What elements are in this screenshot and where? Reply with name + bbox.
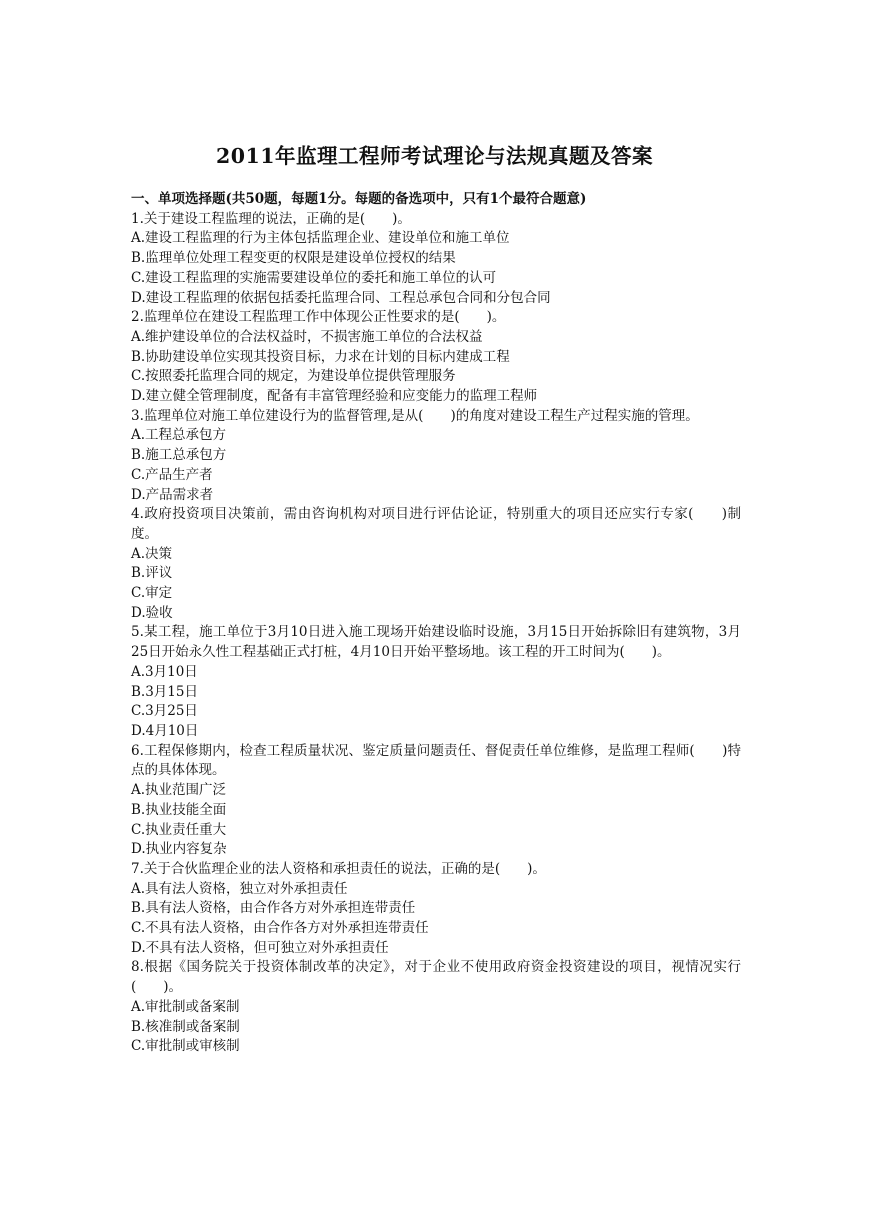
option-b: B.施工总承包方	[131, 447, 227, 464]
question-5	[131, 623, 741, 741]
option-c: C.产品生产者	[131, 466, 213, 483]
question-stem: 6.工程保修期内，检查工程质量状况、鉴定质量问题责任、督促责任单位维修，是监理工程师( )特点的具体体现。	[131, 742, 741, 779]
option-c: C.建设工程监理的实施需要建设单位的委托和施工单位的认可	[131, 269, 497, 286]
option-b: B.3月15日	[131, 683, 198, 700]
option-a: A.3月10日	[131, 663, 198, 680]
document-title: 2011年监理工程师考试理论与法规真题及答案	[215, 144, 654, 168]
question-8	[131, 958, 741, 1057]
option-a: A.决策	[131, 545, 173, 562]
option-c: C.不具有法人资格，由合作各方对外承担连带责任	[131, 920, 429, 937]
option-d: D.执业内容复杂	[131, 841, 227, 858]
option-a: A.维护建设单位的合法权益时，不损害施工单位的合法权益	[131, 328, 483, 345]
option-d: D.建设工程监理的依据包括委托监理合同、工程总承包合同和分包合同	[131, 289, 551, 306]
question-6	[131, 742, 741, 860]
option-b: B.监理单位处理工程变更的权限是建设单位授权的结果	[131, 250, 456, 267]
question-3	[131, 407, 741, 506]
option-a: A.执业范围广泛	[131, 782, 227, 799]
option-d: D.产品需求者	[131, 486, 214, 503]
option-d: D.4月10日	[131, 722, 199, 739]
question-stem: 2.监理单位在建设工程监理工作中体现公正性要求的是( )。	[131, 309, 506, 326]
question-stem: 4.政府投资项目决策前，需由咨询机构对项目进行评估论证，特别重大的项目还应实行专家( )制度。	[131, 506, 741, 542]
question-stem: 3.监理单位对施工单位建设行为的监督管理,是从( )的角度对建设工程生产过程实施的管理。	[131, 407, 699, 424]
question-4	[131, 505, 741, 623]
question-stem: 1.关于建设工程监理的说法，正确的是( )。	[131, 210, 411, 227]
option-b: B.协助建设单位实现其投资目标，力求在计划的目标内建成工程	[131, 348, 510, 365]
document-content	[131, 190, 741, 1057]
option-c: C.执业责任重大	[131, 821, 227, 838]
option-b: B.评议	[131, 565, 173, 582]
option-c: C.审定	[131, 585, 173, 602]
question-stem: 7.关于合伙监理企业的法人资格和承担责任的说法，正确的是( )。	[131, 860, 546, 877]
section-heading: 一、单项选择题(共50题，每题1分。每题的备选项中，只有1个最符合题意)	[131, 191, 587, 207]
option-c: C.按照委托监理合同的规定，为建设单位提供管理服务	[131, 368, 456, 385]
question-stem: 5.某工程，施工单位于3月10日进入施工现场开始建设临时设施，3月15日开始拆除旧有建筑物，3月25日开始永久性工程基础正式打桩，4月10日开始平整场地。该工程的开工时间为( )。	[131, 624, 741, 661]
option-a: A.工程总承包方	[131, 427, 227, 444]
question-7	[131, 860, 741, 959]
option-b: B.具有法人资格，由合作各方对外承担连带责任	[131, 900, 416, 917]
option-d: D.不具有法人资格，但可独立对外承担责任	[131, 939, 389, 956]
option-d: D.验收	[131, 604, 173, 621]
question-2	[131, 308, 741, 407]
option-a: A.建设工程监理的行为主体包括监理企业、建设单位和施工单位	[131, 230, 510, 247]
option-d: D.建立健全管理制度，配备有丰富管理经验和应变能力的监理工程师	[131, 388, 538, 405]
question-1	[131, 210, 741, 309]
option-a: A.审批制或备案制	[131, 998, 240, 1015]
option-b: B.执业技能全面	[131, 801, 227, 818]
question-stem: 8.根据《国务院关于投资体制改革的决定》，对于企业不使用政府资金投资建设的项目，视情况实行( )。	[131, 959, 741, 996]
option-c: C.审批制或审核制	[131, 1038, 240, 1055]
option-a: A.具有法人资格，独立对外承担责任	[131, 880, 348, 897]
option-b: B.核准制或备案制	[131, 1018, 240, 1035]
option-c: C.3月25日	[131, 703, 198, 720]
